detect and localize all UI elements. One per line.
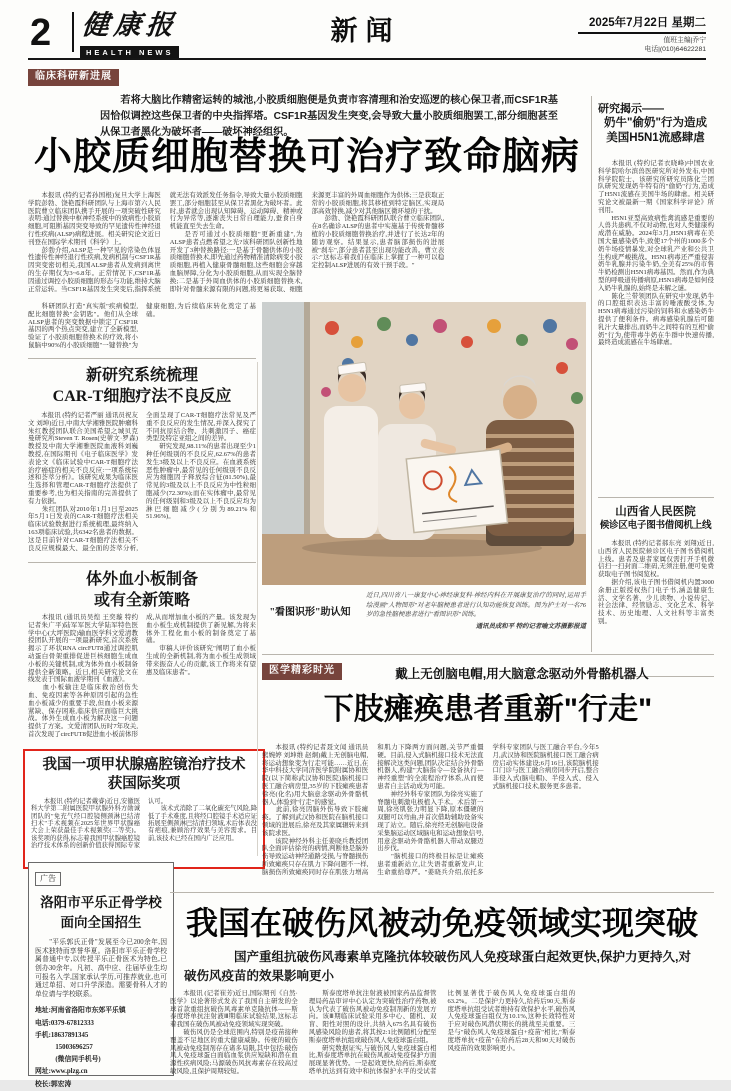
- h5n1-title-line1: 奶牛"偷奶"行为造成: [604, 117, 707, 129]
- divider: [262, 654, 714, 655]
- ad-title-line2: 面向全国招生: [60, 914, 142, 930]
- award-body-columns: 本报讯 (特约记者戴睿)近日,安徽医科大学第二附属医院甲状腺外科方勋诚团队的"免充气经口腔镜侧颈淋巴结清扫术"手术视频在2025年世界甲状腺癌大会上荣获最佳手术视频奖(二等奖)。该奖项的获得,标志着我国甲状腺癌腔镜治疗技术体系的创新价值获得国际专家认可。 该术式消除了二氧化碳充气风险,降低了手术难度,且将经口腔镜手术适应证拓展至侧颈淋巴结清扫领域,术后体表没有疤痕,兼顾治疗效果与美容需求。目前,该技术已经在国内广泛应用。: [31, 797, 257, 850]
- lead-body-columns: 本报讯 (特约记者孙国根)复旦大学上海医学院彭勃、饶艳霞科研团队与上海市第六人民医院曹立临床团队携手开展的一项突破性研究表明:通过替换中枢神经系统中的致病性小胶质细胞,可阻断基因突变导致的罕见遗传性神经退行性疾病(ALSP)病程进展。相关研究论文近日刊登在国际学术期刊《科学》上。 彭勃介绍,ALSP是一种罕见的常染色体显性遗传性神经退行性疾病,发病机制与CSF1R基因突变密切相关,我国ALSP患者从发病到离世的生存期仅为3~6.8年。正常情况下,CSF1R基因通过调控小胶质细胞的形态与功能,维持大脑正常运转。当CSF1R基因发生突变后,指挥系统就无法有效派发任务指令,导致大量小胶质细胞罢工,部分细胞甚至从保卫者黑化为破坏者。此时,患者就会出现认知障碍、运动障碍、精神或行为异常等,逐渐丧失日常自理能力,蚕食自身机能直至失去生命。 是否可通过小胶质细胞"更新重建",为ALSP患者点燃希望之光?该科研团队创新性地开发了3种替换路径:一是基于骨髓供体的小胶质细胞替换术,即先通过药物精准清除病变小胶质细胞,再植入健康骨髓细胞,这些细胞会穿越血脑屏障,分化为小胶质细胞,从而实现全脑替换;二是基于外周血供体的小胶质细胞替换术,即针对骨髓来源有限的问题,将更易获取、细胞来源更丰富的外周血细胞作为供体;三是获取正常的小胶质细胞,将其移植到特定脑区,实现局部高效替换,减少对其他脑区微环境的干扰。 彭勃、饶艳霞科研团队联合曹立临床团队,在8名确诊ALSP的患者中实施基于传统骨髓移植的小胶质细胞替换治疗,并进行了长达2年的随访观察。结果显示,患者脑部损伤的进展被"刹车",部分患者甚至出现功能改善。曹立表示:"这标志着我们在临床上掌握了一种可以稳定控制ALSP进展的有效干预手段。": [28, 192, 445, 293]
- lead-body-wrap-columns: 科研团队打造"真实版"疾病模型,配比细胞替换"金钥匙"。他们从全球ALSP患者的突变数据中锁定了CSF1R基因的两个热点突变,建立了全新模型,验证了小胶质细胞替换术的疗效,将小鼠脑中90%的小胶质细胞"一键替换"为健康细胞,为后续临床转化奠定了基础。: [28, 303, 256, 349]
- caption-text: 近日,四川省八一康复中心神经康复科·神经内科在开展康复治疗的同时,运用手绘漫画"人物图形"对老年脑梗患者进行认知功能恢复训练。图为护士对一名76岁的急性脑梗患者进行"看图识形"训练。: [366, 592, 586, 619]
- ad-box: [28, 862, 174, 1088]
- cart-title-line1: 新研究系统梳理: [85, 367, 198, 384]
- masthead-english: HEALTH NEWS: [80, 46, 179, 59]
- ad-body: "平乐郭氏正骨"发展至今已200余年,因医术独特而享誉华夏。洛阳市平乐正骨学校属普通中专,以传授平乐正骨医术为特色,已创办30余年。凡初、高中应、往届毕业生均可报名入学,国家承认学历,可推荐就业,也可通过单招、对口升学深造。需要骨科人才的单位请与学校联系。: [35, 939, 167, 998]
- section-title: 新闻: [330, 16, 401, 46]
- divider: [598, 497, 714, 498]
- tetanus-body-columns: 本报讯 (记者崔芳)近日,国际期刊《自然·医学》以论著形式发表了我国自主研发的全球首款重组抗破伤风毒素单克隆抗体——斯泰度塔单抗注射液Ⅲ期临床试验结果,这标志着我国在破伤风被动免疫领域实现突破。 破伤风仍是全球范围内,特别是疫苗接种覆盖不足地区的重大健康威胁。传统的破伤风被动免疫制剂存在诸多局限,其中包括:破伤风人免疫球蛋白面临血浆供应短缺和潜在血源性疾病风险;马源破伤风抗毒素存在较高过敏风险,且保护周期较短。 斯泰度塔单抗注射液被国家药品监督管理局药品审评中心认定为突破性治疗药物,被认为代表了破伤风被动免疫制剂新的发展方向。该Ⅲ期临床试验采用多中心、随机、双盲、阳性对照的设计,共纳入675名具有破伤风感染风险的患者,将其按2:1比例随机分配至斯泰度塔单抗组或破伤风人免疫球蛋白组。 研究数据证实,与破伤风人免疫球蛋白相比,斯泰度塔单抗在破伤风被动免疫保护方面展现显著优势。一是起效更快,给药后,斯泰度塔单抗达到有效中和抗体保护水平的受试者比例显著优于破伤风人免疫球蛋白组的63.2%。二是保护力更持久,给药后90天,斯泰度塔单抗组受试者维持有效保护水平,破伤风人免疫球蛋白组仅为10.1%,这种长效特性对于应对破伤风潜伏期长的挑战至关重要。三是与"破伤风人免疫球蛋白+疫苗"相比,"斯泰度塔单抗+疫苗"在给药后28天和90天对破伤风疫苗的效果影响更小。: [170, 990, 576, 1075]
- bci-kicker: 戴上无创脑电帽,用大脑意念驱动外骨骼机器人: [395, 667, 649, 681]
- h5n1-kicker: 研究揭示——: [598, 103, 664, 115]
- vertical-divider-left: [257, 362, 258, 856]
- masthead-chinese: 健康报: [80, 10, 180, 41]
- photo-illustration: [262, 302, 586, 585]
- tetanus-headline: 我国在破伤风被动免疫领域实现突破: [185, 905, 698, 941]
- platelet-title-line2: 或有全新策略: [93, 591, 190, 609]
- ad-title-line1: 洛阳市平乐正骨学校: [40, 895, 162, 910]
- award-article-frame: [23, 749, 265, 869]
- divider: [28, 562, 256, 563]
- caption-credit: 通讯员成和平 特约记者喻文苏摄影报道: [475, 622, 586, 630]
- header-rule: [28, 58, 706, 60]
- h5n1-title: [597, 116, 714, 146]
- award-title: [31, 756, 257, 794]
- date-rule: [578, 32, 706, 34]
- ad-contacts: 地址:河南省洛阳市东郊平乐镇 电话:0379-67812333 手机:18637891345 15003696257 (微信同手机号) 网址:www.plzg.cn 校长:郭宏涛: [35, 1007, 126, 1088]
- award-title-line2: 获国际奖项: [107, 775, 181, 792]
- cart-body-columns: 本报讯 (特约记者严丽 通讯员祝友文 刘坤)近日,中南大学湘雅医院肿瘤科朱红教授团队联合美国希望之城贝克曼研究所Steven T. Rosen(史蒂文·罗森)教授及中南大学湘雅医院血液科刘巍教授,在国际期刊《电子临床医学》发表论文《临床试验中CAR-T细胞疗法治疗癌症的相关不良反应:一项系统综述和荟萃分析》。该研究成果为临床医生选择和管理CAR-T细胞疗法提供了重要参考,也为相关指南的完善提供了有力依据。 朱红团队对2010年1月1日至2025年5月1日发表的CAR-T细胞疗法相关临床试验数据进行系统梳理,最终纳入163项临床试验,共6342名患者的数据。这是目前针对CAR-T细胞疗法相关不良反应规模最大、最全面的荟萃分析,全面呈现了CAR-T细胞疗法常见及严重不良反应的发生情况,并深入探究了不同抗原结合物、共刺激因子、癌症类型及特定亚组之间的差异。 研究发现,98.11%的患者出现至少1种任何级别的不良反应,62.67%的患者发生3级及以上不良反应。在血液系统恶性肿瘤中,最常见的任何级别不良反应为细胞因子释放综合征(81.50%),最常见的3级及以上不良反应为中性粒细胞减少(72.30%);而在实体瘤中,最常见的任何级别和3级及以上不良反应均为淋巴细胞减少(分别为89.21%和51.96%)。: [28, 412, 256, 552]
- tetanus-subtitle: 国产重组抗破伤风毒素单克隆抗体较破伤风人免疫球蛋白起效更快,保护力更持久,对破伤风疫苗的效果影响更小: [184, 950, 691, 983]
- divider: [170, 892, 714, 893]
- bci-headline: 下肢瘫痪患者重新"行走": [323, 693, 653, 726]
- dateline: 2025年7月22日 星期二: [589, 17, 706, 29]
- shanxi-title-line1: 山西省人民医院: [615, 506, 696, 518]
- vertical-divider: [591, 96, 592, 652]
- header-staff-lines: 值班主编|乔宁 电话|(010)64622281: [644, 36, 706, 54]
- shanxi-title-line2: 候诊区电子图书借阅机上线: [599, 519, 712, 531]
- ad-title: [35, 893, 167, 932]
- shanxi-title: [597, 505, 714, 532]
- h5n1-title-line2: 美国H5N1流感肆虐: [606, 131, 705, 144]
- platelet-title: [28, 570, 256, 612]
- cart-title-line2: CAR-T细胞疗法不良反应: [52, 387, 232, 405]
- lead-kicker-label: 临床科研新进展: [28, 69, 119, 86]
- platelet-title-line1: 体外血小板制备: [85, 571, 198, 588]
- photo-caption: [262, 591, 586, 630]
- platelet-body-columns: 本报讯 (通讯员吴煌 王奕璇 特约记者朱广平)陆军军医大学陆军特色医学中心(大坪医院)输血医学科文爱清教授团队开展的一项最新研究,首次系统揭示了环状RNA circFUT8通过调控肌动蛋白骨架重排促进巨核细胞生成血小板的关键机制,或为体外血小板制备提供全新策略。近日,相关研究论文在线发表于国际血液学期刊《血液》。 血小板输注是临床救治创伤失血、免疫因素等各种原因引起的急性血小板减少的重要手段,但血小板来源紧缺、保存困难,临床供应面临巨大挑战。体外生成血小板为解决这一问题提供了方案。文爱清团队历时7年攻关,首次发现了circFUT8促进血小板前体形成,从而增加血小板的产量。该发现为血小板生成机制提供了新见解,为将来体外工程化血小板的制备奠定了基础。 审稿人评价该研究"阐明了血小板生成的全新机制,将为血小板生成领域带来振奋人心的贡献,该工作将来有望惠及临床患者"。: [28, 614, 256, 738]
- divider: [28, 358, 256, 359]
- award-title-line1: 我国一项甲状腺癌腔镜治疗技术: [42, 757, 246, 773]
- h5n1-body: 本报讯 (特约记者衣晓峰)中国农业科学院哈尔滨兽医研究所对外发布,中国科学院院士、该研究所研究员陈化兰团队研究发现奶牛特有的"偷奶"行为,造成了H5N1流感在美国牛场的肆虐。相关研究论文被最新一期《国家科学评论》所刊用。 H5N1亚型高致病性禽流感是重要的人兽共患病,不仅对动物,也对人类健康构成潜在威胁。2024年3月,H5N1病毒在美国大量感染奶牛,致使17个州的1000多个奶牛场疫情暴发,对全球乳产业和公共卫生构成严峻挑战。H5N1病毒还严重侵害奶牛乳腺并污染牛奶,全美有25%的市售牛奶检测出H5N1病毒基因。然而,作为典型的呼吸道传播病原,H5N1病毒是如何侵入奶牛乳腺的,始终是未解之谜。 陈化兰带领团队在研究中发现,奶牛的口腔组织表达丰富的唾液酸受体,为H5N1病毒通过污染的饲料和水感染奶牛提供了便利条件。病毒感染乳腺后可随乳汁大量排出,而奶牛之间特有的互相"偷奶"行为,使带毒牛奶在牛群中快速传播,最终造成流感在牛场肆虐。: [598, 160, 714, 347]
- cart-title: [28, 366, 256, 408]
- lead-headline: 小胶质细胞替换可治疗致命脑病: [33, 136, 580, 178]
- shanxi-body: 本报讯 (特约记者郝东亮 刘翔)近日,山西省人民医院候诊区电子图书借阅机上线。患者及患者家属仅需打开手机微信扫一扫封面二维码,无须注册,便可免费获取电子图书阅览权。 据介绍,该电子图书借阅机内置3000余册正版授权热门电子书,涵盖健康生活、文学名著、少儿读物、小说传记、社会法律、经管励志、文化艺术、科学技术、历史地理、人文社科等丰富类别。: [598, 540, 714, 625]
- caption-title: "看图识形"助认知: [269, 606, 351, 618]
- bci-section-label: 医学精彩时光: [262, 663, 342, 680]
- page-number: 2: [30, 12, 52, 54]
- bci-body-columns: 本报讯 (特约记者聂文闻 通讯员熊婉婷 刘坤维 赵炯)戴上无创脑电帽,将运动想象变为行走可能……近日,在华中科技大学同济医学院附属协和医院(以下简称武汉协和医院)脑机接口医工融合病房里,35岁的下肢瘫痪患者徐亮(化名)用大脑意念驱动外骨骼机器人,体验到"行走"的感觉。 此前,徐亮因脑外伤导致下肢瘫痪。了解到武汉协和医院在脑机接口领域的进展后,徐亮及其家属辗转来到该院求医。 该院神经外科主任姜晓兵教授团队全面评估徐亮的病情,判断他是脑外伤导致运动神经通路受损,与脊髓损伤所致瘫痪只存在肌力下降问题不一样,脑损伤所致瘫痪同时存在肌张力增高和肌力下降两方面问题,关节严重僵硬。目前,侵入式脑机接口技术无法直接解决这类问题,团队决定结合外骨骼机器人,构建"大脑指令—设备执行—神经重塑"的全流程治疗体系,从而使患者自主活动成为可能。 神经外科专家团队为徐亮实施了脊髓电刺激电极植入手术。术后第一周,徐亮肌张力明显下降,原本僵硬的双腿可以弯曲,并首次借助辅助设备实现了站立。随后,徐亮经无创脑电设备采集脑运动区域脑电和运动想象信号,用意念驱动外骨骼机器人带动双腿迈出步伐。 "脑机接口的终极目标是让瘫痪患者重新站立,让失语者重新发声,让生命重拾尊严。"姜晓兵介绍,依托多学科专家团队与医工融合平台,今年5月,武汉协和医院脑机接口医工融合病房启动实体建设;6月16日,该院脑机接口门诊与医工融合病房同步开启,整合非侵入式(脑电帽)、半侵入式、侵入式脑机接口技术,服务更多患者。: [262, 744, 599, 876]
- lead-intro: 若将大脑比作精密运转的城池,小胶质细胞便是负责市容清理和治安巡逻的核心保卫者,而CSF1R基因恰似调控这些保卫者的中央指挥塔。CSF1R基因发生突变,会导致大量小胶质细胞罢工,部分细胞甚至从保卫者黑化为破坏者——破坏神经组织。: [100, 95, 558, 138]
- ad-label: 广告: [35, 872, 61, 886]
